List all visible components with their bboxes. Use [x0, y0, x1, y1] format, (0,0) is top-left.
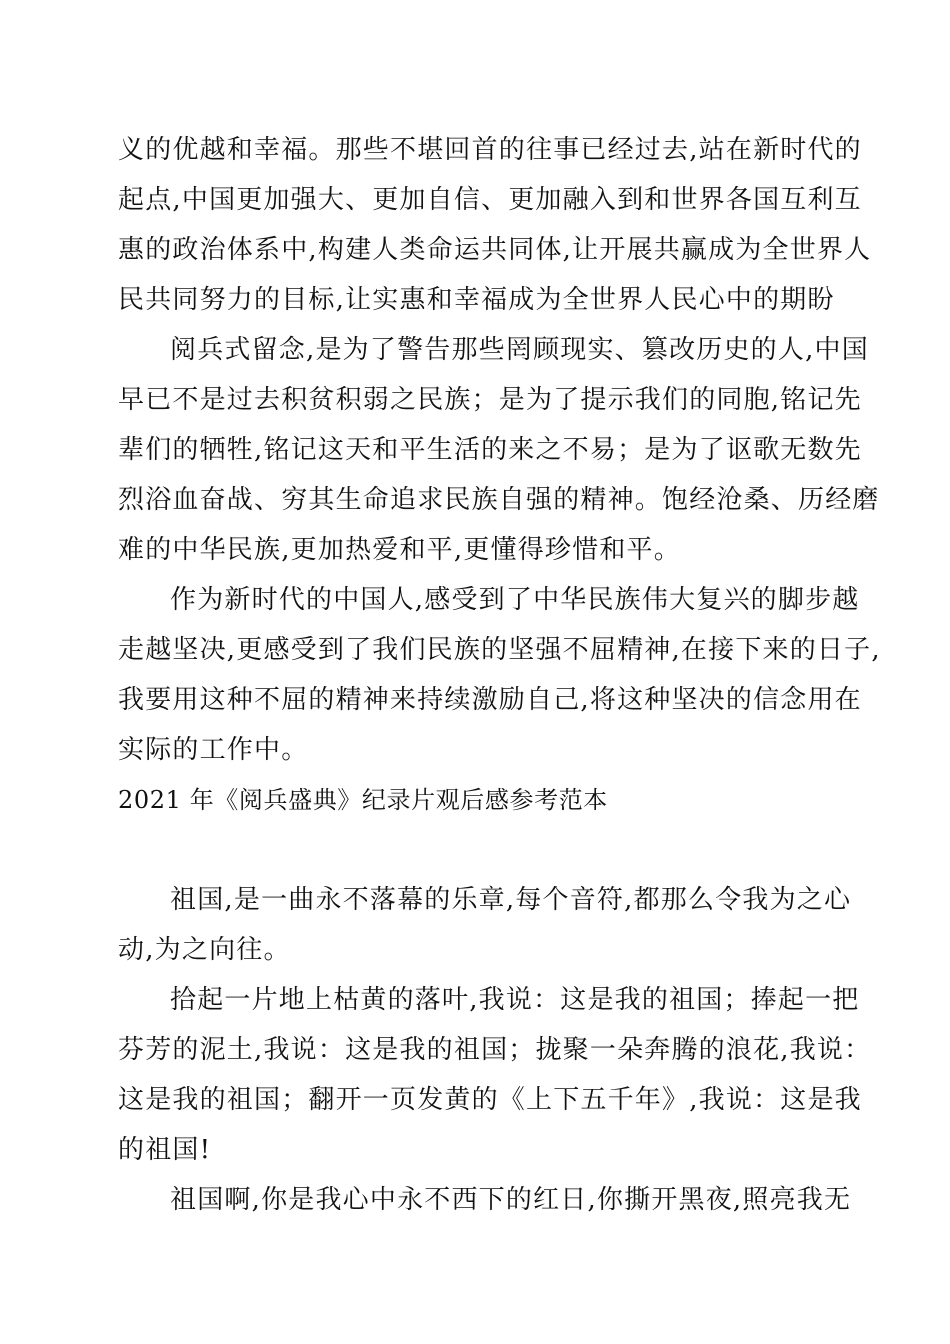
paragraph-line: 义的优越和幸福。那些不堪回首的往事已经过去,站在新时代的: [118, 135, 862, 165]
paragraph-line: 实际的工作中。: [118, 735, 309, 765]
paragraph-line: 作为新时代的中国人,感受到了中华民族伟大复兴的脚步越: [170, 585, 860, 615]
paragraph-line: 这是我的祖国；翻开一页发黄的《上下五千年》,我说：这是我: [118, 1085, 862, 1115]
paragraph-line: 动,为之向往。: [118, 935, 291, 965]
paragraph-line: 早已不是过去积贫积弱之民族；是为了提示我们的同胞,铭记先: [118, 385, 862, 415]
paragraph-line: 辈们的牺牲,铭记这天和平生活的来之不易；是为了讴歌无数先: [118, 435, 862, 465]
paragraph-line: 芬芳的泥土,我说：这是我的祖国；拢聚一朵奔腾的浪花,我说：: [118, 1035, 872, 1065]
paragraph-line: 祖国,是一曲永不落幕的乐章,每个音符,都那么令我为之心: [170, 885, 852, 915]
paragraph-line: 我要用这种不屈的精神来持续激励自己,将这种坚决的信念用在: [118, 685, 862, 715]
paragraph-line: 拾起一片地上枯黄的落叶,我说：这是我的祖国；捧起一把: [170, 985, 860, 1015]
paragraph-line: 惠的政治体系中,构建人类命运共同体,让开展共赢成为全世界人: [118, 235, 872, 265]
paragraph-line: 烈浴血奋战、穷其生命追求民族自强的精神。饱经沧桑、历经磨: [118, 485, 880, 515]
paragraph-line: 起点,中国更加强大、更加自信、更加融入到和世界各国互利互: [118, 185, 862, 215]
paragraph-line: 的祖国!: [118, 1135, 212, 1165]
section-heading: 2021 年《阅兵盛典》纪录片观后感参考范本: [118, 786, 608, 814]
paragraph-line: 走越坚决,更感受到了我们民族的坚强不屈精神,在接下来的日子,: [118, 635, 881, 665]
paragraph-line: 民共同努力的目标,让实惠和幸福成为全世界人民心中的期盼: [118, 285, 835, 315]
paragraph-line: 难的中华民族,更加热爱和平,更懂得珍惜和平。: [118, 535, 681, 565]
paragraph-line: 祖国啊,你是我心中永不西下的红日,你撕开黑夜,照亮我无: [170, 1185, 852, 1215]
paragraph-line: 阅兵式留念,是为了警告那些罔顾现实、篡改历史的人,中国: [170, 335, 869, 365]
